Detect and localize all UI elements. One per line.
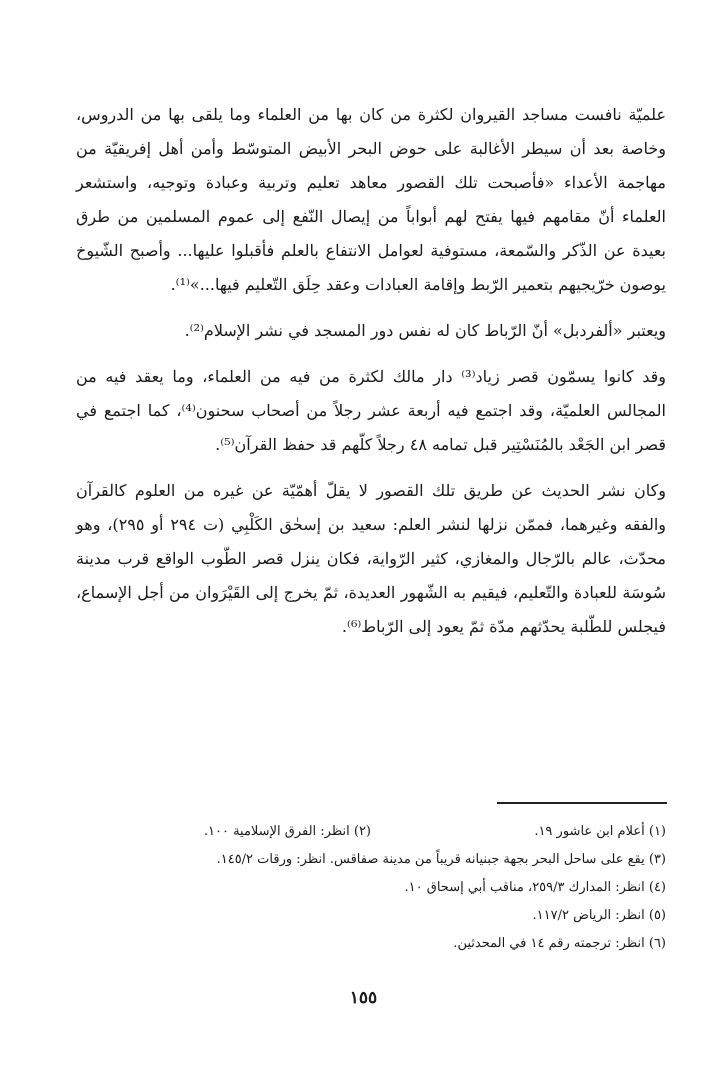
- footnote-divider: [497, 802, 667, 804]
- footnote-2: (٢) انظر: الفرق الإسلامية ١٠٠.: [203, 824, 371, 839]
- footnote-5: (٥) انظر: الرياض ١١٧/٢.: [532, 908, 666, 923]
- paragraph-2: ويعتبر «ألفردبل» أنّ الرّباط كان له نفس دور المسجد في نشر الإسلام⁽²⁾.: [184, 321, 666, 340]
- paragraph-3: وقد كانوا يسمّون قصر زياد⁽³⁾ دار مالك لكثرة من فيه من العلماء، وما يعقد فيه من المجالس العلميّة، وقد اجتمع فيه أربعة عشر رجلاً من أصحاب سحنون⁽⁴⁾، كما اجتمع في قصر ابن الجَعْد بالمُنَسْتِير قبل تمامه ٤٨ رجلاً كلّهم قد حفظ القرآن⁽⁵⁾.: [76, 367, 666, 454]
- paragraph-1: علميّة نافست مساجد القيروان لكثرة من كان بها من العلماء وما يلقى بها من الدروس، وخاصة بعد أن سيطر الأغالبة على حوض البحر الأبيض المتوسّط وأمن أهل إفريقيّة من مهاجمة الأعداء «فأصبحت تلك القصور معاهد تعليم وتربية وعبادة وتوجيه، واستشعر العلماء أنّ مقامهم فيها يفتح لهم أبواباً من إيصال النّفع إلى عموم المسلمين من طرق بعيدة عن الذّكر والسّمعة، مستوفية لعوامل الانتفاع بالعلم فأقبلوا عليها... وأصبح الشّيوخ يوصون خرّيجيهم بتعمير الرّبط وإقامة العبادات وعقد حِلَق التّعليم فيها...»⁽¹⁾.: [76, 105, 666, 294]
- footnote-row-1-2: [76, 818, 666, 846]
- footnote-4: (٤) انظر: المدارك ٢٥٩/٣، مناقب أبي إسحاق ١٠.: [404, 880, 666, 895]
- paragraph-4: وكان نشر الحديث عن طريق تلك القصور لا يقلّ أهمّيّة عن غيره من العلوم كالقرآن والفقه وغيرهما، فممّن نزلها لنشر العلم: سعيد بن إسحٰق الكَلْبِي (ت ٢٩٤ أو ٢٩٥)، وهو محدّث، عالم بالرّجال والمغازي، كثير الرّواية، فكان ينزل قصر الطّوب الواقع قرب مدينة سُوسَة للعبادة والتّعليم، فيقيم به الشّهور العديدة، ثمّ يخرج إلى القَيْرَوان من أجل الإسماع، فيجلس للطّلبة يحدّثهم مدّة ثمّ يعود إلى الرّباط⁽⁶⁾.: [76, 481, 667, 636]
- footnote-3: (٣) يقع على ساحل البحر بجهة جبنيانه قريباً من مدينة صفاقس. انظر: ورقات ١٤٥/٢.: [216, 852, 666, 867]
- page-number: ١٥٥: [349, 988, 378, 1008]
- footnote-1: (١) أعلام ابن عاشور ١٩.: [534, 824, 666, 839]
- footnote-6: (٦) انظر: ترجمته رقم ١٤ في المحدثين.: [453, 936, 666, 951]
- main-text: [76, 98, 666, 644]
- footnotes: [76, 818, 666, 958]
